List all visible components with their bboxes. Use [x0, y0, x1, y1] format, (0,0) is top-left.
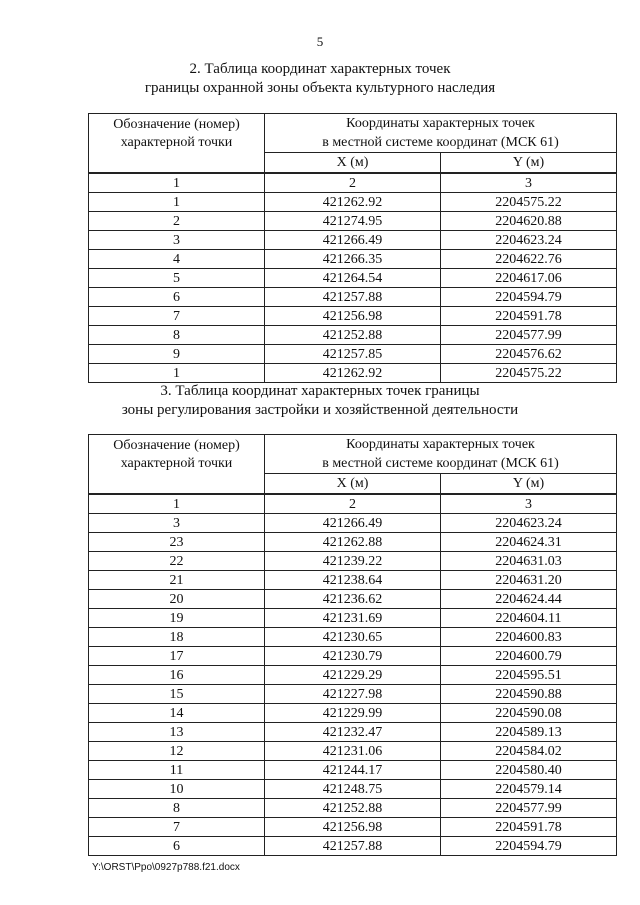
- table3-y-coordinate: 2204624.44: [441, 590, 617, 609]
- table3-row: [89, 799, 617, 818]
- table2-x-coordinate: 421262.92: [265, 193, 441, 212]
- table2-y-coordinate: 2204575.22: [441, 193, 617, 212]
- table3-y-coordinate: 2204591.78: [441, 818, 617, 837]
- table2-row: [89, 288, 617, 307]
- table3-x-coordinate: 421262.88: [265, 533, 441, 552]
- table2-x-coordinate: 421257.85: [265, 345, 441, 364]
- footer-file-path: Y:\ORST\Ppo\0927p788.f21.docx: [92, 862, 240, 873]
- table3-point-number: 7: [89, 818, 265, 837]
- table3-y-coordinate: 2204577.99: [441, 799, 617, 818]
- table2-caption-line2: границы охранной зоны объекта культурного наследия: [144, 80, 496, 96]
- table3-point-number: 6: [89, 837, 265, 856]
- table3-x-coordinate: 421229.99: [265, 704, 441, 723]
- table3-header-coords-line2: в местной системе координат (МСК 61): [265, 454, 617, 474]
- table2-x-coordinate: 421256.98: [265, 307, 441, 326]
- table2-row: [89, 345, 617, 364]
- table2-row: [89, 193, 617, 212]
- table3-row: [89, 685, 617, 704]
- table3-row: [89, 514, 617, 533]
- table3-point-number: 18: [89, 628, 265, 647]
- table3-y-coordinate: 2204623.24: [441, 514, 617, 533]
- table2-y-coordinate: 2204591.78: [441, 307, 617, 326]
- table3-y-coordinate: 2204631.03: [441, 552, 617, 571]
- table2-x-coordinate: 421266.49: [265, 231, 441, 250]
- table2-x-coordinate: 421252.88: [265, 326, 441, 345]
- table3-colnum-2: 2: [265, 494, 441, 514]
- table2-header-point: Обозначение (номер) характерной точки: [89, 114, 265, 174]
- table3-y-coordinate: 2204595.51: [441, 666, 617, 685]
- table3-row: [89, 723, 617, 742]
- table3-row: [89, 609, 617, 628]
- table3-y-coordinate: 2204600.83: [441, 628, 617, 647]
- table3-x-coordinate: 421266.49: [265, 514, 441, 533]
- table3-row: [89, 533, 617, 552]
- table2-point-number: 8: [89, 326, 265, 345]
- table3-point-number: 14: [89, 704, 265, 723]
- table3-point-number: 11: [89, 761, 265, 780]
- table3-header-x: X (м): [265, 474, 441, 495]
- table3-point-number: 20: [89, 590, 265, 609]
- table3-row: [89, 742, 617, 761]
- table3-point-number: 8: [89, 799, 265, 818]
- table2-y-coordinate: 2204622.76: [441, 250, 617, 269]
- table3-row: [89, 780, 617, 799]
- table2-colnum-2: 2: [265, 173, 441, 193]
- table2-header-coords-line2: в местной системе координат (МСК 61): [265, 133, 617, 153]
- table2-point-number: 4: [89, 250, 265, 269]
- table3-x-coordinate: 421231.06: [265, 742, 441, 761]
- table3-row: [89, 704, 617, 723]
- table3-point-number: 16: [89, 666, 265, 685]
- table3-row: [89, 552, 617, 571]
- table3-point-number: 13: [89, 723, 265, 742]
- table2-x-coordinate: 421264.54: [265, 269, 441, 288]
- table2-header-x: X (м): [265, 153, 441, 174]
- table3-row: [89, 837, 617, 856]
- page-number: 5: [316, 34, 324, 49]
- table3-point-number: 19: [89, 609, 265, 628]
- table3-x-coordinate: 421230.65: [265, 628, 441, 647]
- table3-y-coordinate: 2204631.20: [441, 571, 617, 590]
- table3-y-coordinate: 2204594.79: [441, 837, 617, 856]
- table3-x-coordinate: 421239.22: [265, 552, 441, 571]
- table2-row: [89, 326, 617, 345]
- table2-header-coords-line1: Координаты характерных точек: [265, 114, 617, 134]
- table3-x-coordinate: 421238.64: [265, 571, 441, 590]
- table3-point-number: 22: [89, 552, 265, 571]
- table2-caption-line1: 2. Таблица координат характерных точек: [189, 61, 451, 77]
- table2-x-coordinate: 421274.95: [265, 212, 441, 231]
- table3-point-number: 21: [89, 571, 265, 590]
- table3-x-coordinate: 421257.88: [265, 837, 441, 856]
- table2-point-number: 1: [89, 193, 265, 212]
- table3-point-number: 12: [89, 742, 265, 761]
- table3-header-point: Обозначение (номер) характерной точки: [89, 435, 265, 495]
- table3-x-coordinate: 421227.98: [265, 685, 441, 704]
- table2-row: [89, 269, 617, 288]
- table3-x-coordinate: 421248.75: [265, 780, 441, 799]
- table3-point-number: 15: [89, 685, 265, 704]
- table3-point-number: 23: [89, 533, 265, 552]
- table3-y-coordinate: 2204579.14: [441, 780, 617, 799]
- table3-y-coordinate: 2204604.11: [441, 609, 617, 628]
- table3-point-number: 17: [89, 647, 265, 666]
- table2-row: [89, 364, 617, 383]
- table3-row: [89, 818, 617, 837]
- table3-x-coordinate: 421229.29: [265, 666, 441, 685]
- table2-point-number: 5: [89, 269, 265, 288]
- table3-x-coordinate: 421230.79: [265, 647, 441, 666]
- table2-caption: [0, 60, 640, 98]
- table2-row: [89, 212, 617, 231]
- table3-y-coordinate: 2204590.08: [441, 704, 617, 723]
- table3-header-coords-line1: Координаты характерных точек: [265, 435, 617, 455]
- table2-y-coordinate: 2204617.06: [441, 269, 617, 288]
- table2-row: [89, 250, 617, 269]
- table3-caption: [0, 382, 640, 420]
- table3-point-number: 3: [89, 514, 265, 533]
- table2-point-number: 9: [89, 345, 265, 364]
- table3-coordinates: [88, 434, 617, 856]
- table2-y-coordinate: 2204594.79: [441, 288, 617, 307]
- table3-row: [89, 590, 617, 609]
- table2-row: [89, 231, 617, 250]
- table3-row: [89, 647, 617, 666]
- table3-y-coordinate: 2204580.40: [441, 761, 617, 780]
- table2-x-coordinate: 421262.92: [265, 364, 441, 383]
- table3-x-coordinate: 421236.62: [265, 590, 441, 609]
- table2-y-coordinate: 2204576.62: [441, 345, 617, 364]
- table2-colnum-1: 1: [89, 173, 265, 193]
- table3-x-coordinate: 421256.98: [265, 818, 441, 837]
- table2-y-coordinate: 2204575.22: [441, 364, 617, 383]
- table3-point-number: 10: [89, 780, 265, 799]
- table2-y-coordinate: 2204577.99: [441, 326, 617, 345]
- table2-point-number: 7: [89, 307, 265, 326]
- table2-y-coordinate: 2204623.24: [441, 231, 617, 250]
- table3-y-coordinate: 2204589.13: [441, 723, 617, 742]
- table3-row: [89, 761, 617, 780]
- table2-x-coordinate: 421266.35: [265, 250, 441, 269]
- table2-point-number: 3: [89, 231, 265, 250]
- table2-x-coordinate: 421257.88: [265, 288, 441, 307]
- table3-y-coordinate: 2204600.79: [441, 647, 617, 666]
- table2-row: [89, 307, 617, 326]
- table3-row: [89, 628, 617, 647]
- table3-x-coordinate: 421232.47: [265, 723, 441, 742]
- table2-point-number: 1: [89, 364, 265, 383]
- table3-row: [89, 666, 617, 685]
- table2-point-number: 6: [89, 288, 265, 307]
- table2-colnum-3: 3: [441, 173, 617, 193]
- table3-caption-line1: 3. Таблица координат характерных точек границы: [160, 383, 480, 399]
- table3-x-coordinate: 421231.69: [265, 609, 441, 628]
- table2-y-coordinate: 2204620.88: [441, 212, 617, 231]
- table2-coordinates: [88, 113, 617, 383]
- table3-row: [89, 571, 617, 590]
- table3-x-coordinate: 421252.88: [265, 799, 441, 818]
- table2-header-y: Y (м): [441, 153, 617, 174]
- table3-y-coordinate: 2204624.31: [441, 533, 617, 552]
- table3-y-coordinate: 2204584.02: [441, 742, 617, 761]
- table3-colnum-1: 1: [89, 494, 265, 514]
- table2-point-number: 2: [89, 212, 265, 231]
- table3-colnum-3: 3: [441, 494, 617, 514]
- table3-header-y: Y (м): [441, 474, 617, 495]
- table3-x-coordinate: 421244.17: [265, 761, 441, 780]
- table3-y-coordinate: 2204590.88: [441, 685, 617, 704]
- table3-caption-line2: зоны регулирования застройки и хозяйственной деятельности: [121, 402, 519, 418]
